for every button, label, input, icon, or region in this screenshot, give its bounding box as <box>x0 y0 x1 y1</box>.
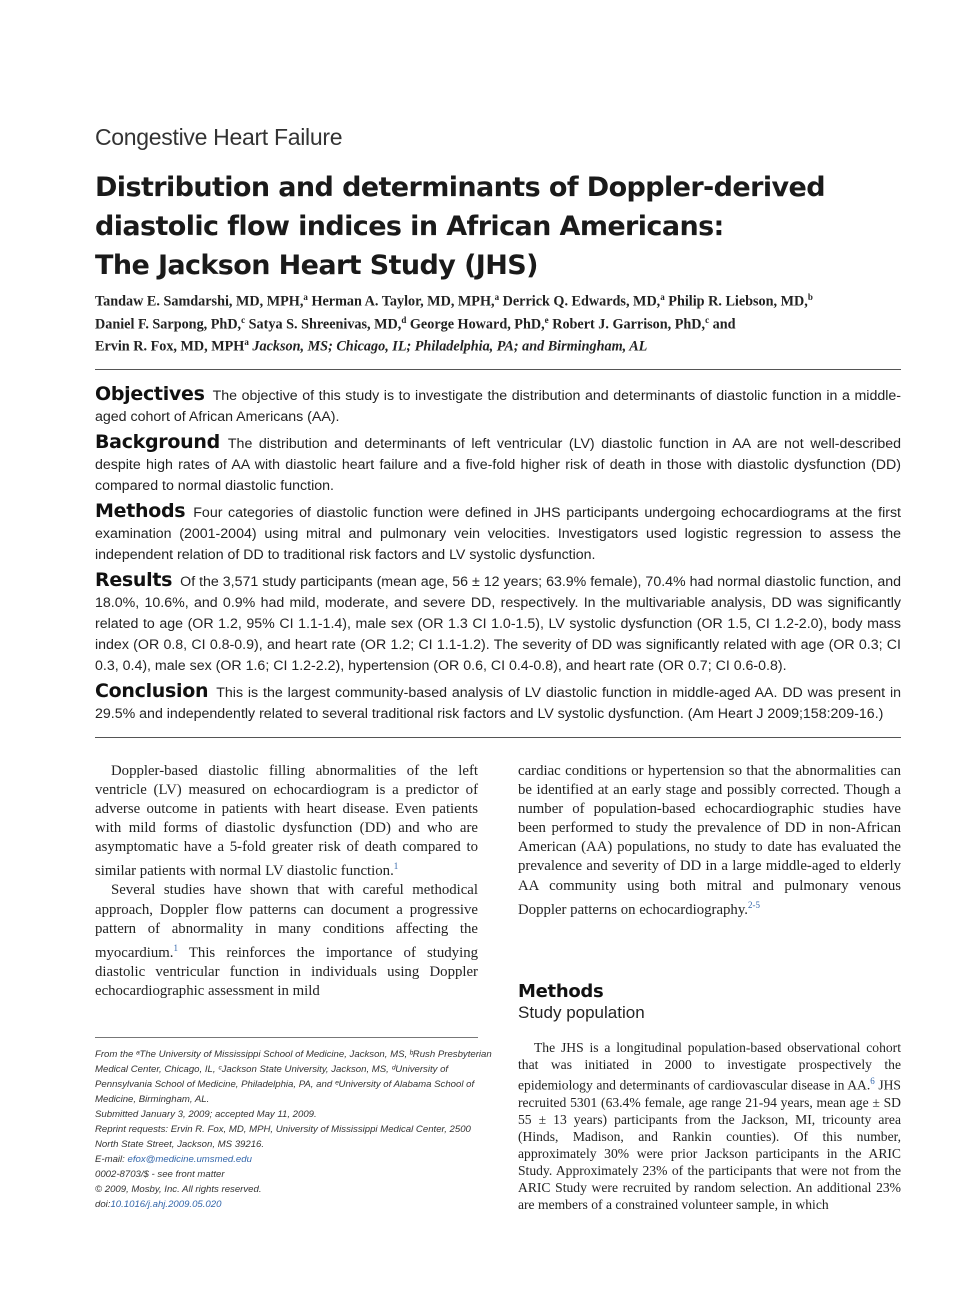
affiliation-mark: d <box>401 314 407 325</box>
title-line: diastolic flow indices in African Americans: <box>95 211 724 242</box>
abstract <box>95 384 901 729</box>
abstract-text: Of the 3,571 study participants (mean age, 56 ± 12 years; 63.9% female), 70.4% had normal diastolic function, and 18.0%, 10.6%, and 0.9% had mild, moderate, and severe DD, respectively. In the multivariable analysis, DD was significantly related to age (OR 1.2, 95% CI 1.1-1.4), male sex (OR 1.3 CI 1.0-1.5), LV systolic dysfunction (OR 1.5, CI 1.2-2.0), body mass index (OR 0.8, CI 0.8-0.9), and heart rate (OR 1.2; CI 1.1-1.2). The severity of DD was significantly related with age (OR 0.3; CI 0.3, 0.4), male sex (OR 1.6; CI 1.2-2.2), hypertension (OR 0.6, CI 0.4-0.8), and heart rate (OR 0.7; CI 0.6-0.8). <box>95 574 901 674</box>
footnote-line: Medical Center, Chicago, IL, ᶜJackson State University, Jackson, MS, ᵈUniversity of <box>95 1064 449 1075</box>
body-left-column <box>95 762 478 1001</box>
author-name: Herman A. Taylor, MD, MPH, <box>311 293 495 310</box>
author-name: George Howard, PhD, <box>409 316 545 333</box>
footnote-issn: 0002-8703/$ - see front matter <box>95 1169 225 1180</box>
doi-label: doi: <box>95 1199 111 1210</box>
footnote-line: Reprint requests: Ervin R. Fox, MD, MPH, University of Mississippi Medical Center, 2500 <box>95 1124 471 1135</box>
abstract-text: The distribution and determinants of left ventricular (LV) diastolic function in AA are not well-described despite high rates of AA with diastolic heart failure and a five-fold higher risk of death in those with diastolic dysfunction (DD) compared to normal diastolic function. <box>95 436 901 494</box>
email-label: E-mail: <box>95 1154 128 1165</box>
citation-link[interactable]: 6 <box>870 1076 875 1087</box>
body-paragraph <box>95 881 478 1000</box>
footnote-line: Submitted January 3, 2009; accepted May 11, 2009. <box>95 1109 317 1120</box>
section-label: Congestive Heart Failure <box>95 124 343 150</box>
abstract-heading: Methods <box>95 500 186 522</box>
body-paragraph <box>95 762 478 881</box>
affiliation-mark: c <box>705 314 710 325</box>
paragraph-text: JHS recruited 5301 (63.4% female, age range 21-94 years, mean age ± SD 55 ± 13 years) participants from the Jackson, MI, tricounty area (Hinds, Madison, and Rankin counties). Of this number, approximately 30% were prior Jackson participants in the ARIC Study. Approximately 23% of the participants that were not from the ARIC Study were recruited by random selection. An additional 23% are members of a constrained volunteer sample, in which <box>518 1077 901 1213</box>
paragraph-text: Several studies have shown that with careful methodical approach, Doppler flow patterns can document a progressive pattern of abnormality in many conditions affecting the myocardium. <box>95 882 478 961</box>
affiliation-mark: c <box>241 314 246 325</box>
abstract-text: The objective of this study is to investigate the distribution and determinants of diastolic function in a middle-aged cohort of African Americans (AA). <box>95 388 901 425</box>
author-name: Philip R. Liebson, MD, <box>668 293 808 310</box>
footnote-email <box>95 1152 480 1167</box>
affiliation-mark: e <box>544 314 549 325</box>
body-right-column <box>518 762 901 920</box>
abstract-objectives <box>95 384 901 428</box>
abstract-methods <box>95 501 901 566</box>
abstract-results <box>95 570 901 677</box>
body-paragraph <box>518 762 901 920</box>
paragraph-text: Doppler-based diastolic filling abnormalities of the left ventricle (LV) measured on echocardiogram is a predictor of adverse outcome in patients with heart disease. Even patients with mild forms of diastolic dysfunction (DD) and who are asymptomatic have a 5-fold greater risk of death compared to similar patients with normal LV diastolic function. <box>95 763 478 880</box>
doi-link[interactable]: 10.1016/j.ahj.2009.05.020 <box>110 1199 222 1210</box>
methods-subheading: Study population <box>518 1003 645 1022</box>
title-line: The Jackson Heart Study (JHS) <box>95 250 538 281</box>
author-locations: Jackson, MS; Chicago, IL; Philadelphia, PA; and Birmingham, AL <box>252 339 648 356</box>
author-conjunction: and <box>712 316 736 333</box>
paragraph-text: This reinforces the importance of studying diastolic ventricular function in individuals using Doppler echocardiographic assessment in mild <box>95 944 478 999</box>
abstract-heading: Background <box>95 431 220 453</box>
author-name: Ervin R. Fox, MD, MPH <box>95 339 245 356</box>
methods-heading: Methods <box>518 981 604 1002</box>
body-paragraph <box>518 1039 901 1213</box>
footnote-doi <box>95 1197 480 1212</box>
abstract-background <box>95 432 901 497</box>
email-link[interactable]: efox@medicine.umsmed.edu <box>127 1154 252 1165</box>
body-right-column-methods <box>518 1039 901 1213</box>
affiliation-mark: a <box>660 292 665 302</box>
abstract-conclusion <box>95 681 901 725</box>
author-name: Derrick Q. Edwards, MD, <box>502 293 661 310</box>
author-name: Robert J. Garrison, PhD, <box>552 316 706 333</box>
affiliation-mark: a <box>303 292 308 302</box>
affiliation-mark: a <box>494 292 500 302</box>
abstract-text: Four categories of diastolic function were defined in JHS participants undergoing echocardiograms at the first examination (2001-2004) using mitral and pulmonary vein velocities. Investigators used logistic regression to assess the independent relation of DD to traditional risk factors and LV systolic dysfunction. <box>95 505 901 563</box>
author-list <box>95 288 915 356</box>
footnote-line: Pennsylvania School of Medicine, Philadelphia, PA, and ᵉUniversity of Alabama School of <box>95 1079 475 1090</box>
author-name: Daniel F. Sarpong, PhD, <box>95 316 242 333</box>
author-line-2 <box>95 311 915 334</box>
citation-link[interactable]: 1 <box>393 861 399 872</box>
divider <box>95 369 901 370</box>
author-line-1 <box>95 288 915 311</box>
title-line: Distribution and determinants of Doppler-derived <box>95 172 825 203</box>
footnote-line: From the ᵃThe University of Mississippi School of Medicine, Jackson, MS, ᵇRush Presbyterian <box>95 1049 492 1060</box>
affiliation-mark: b <box>807 292 813 302</box>
paragraph-text: cardiac conditions or hypertension so that the abnormalities can be identified at an early stage and possibly corrected. Though a number of population-based echocardiographic studies have been performed to study the prevalence of DD in non-African American (AA) populations, no study to date has evaluated the prevalence and severity of DD in a large middle-aged to elderly AA community using both mitral and pulmonary venous Doppler patterns on echocardiography. <box>518 763 901 918</box>
abstract-heading: Results <box>95 569 173 591</box>
footnote-copyright: © 2009, Mosby, Inc. All rights reserved. <box>95 1184 262 1195</box>
citation-link[interactable]: 1 <box>173 942 178 953</box>
abstract-heading: Conclusion <box>95 680 209 702</box>
paragraph-text: The JHS is a longitudinal population-based observational cohort that was initiated in 2000 to investigate prospectively the epidemiology and determinants of cardiovascular disease in AA. <box>518 1040 901 1093</box>
article-title <box>95 168 895 285</box>
affiliation-mark: a <box>244 337 249 348</box>
author-name: Satya S. Shreenivas, MD, <box>248 316 402 333</box>
divider <box>95 737 901 738</box>
footnotes <box>95 1047 492 1212</box>
abstract-text: This is the largest community-based analysis of LV diastolic function in middle-aged AA. DD was present in 29.5% and independently related to several traditional risk factors and LV systolic dysfunction. (Am Heart J 2009;158:209-16.) <box>95 685 901 722</box>
footnote-line: North State Street, Jackson, MS 39216. <box>95 1139 265 1150</box>
abstract-heading: Objectives <box>95 383 205 405</box>
citation-link[interactable]: 2-5 <box>747 899 760 910</box>
footnote-divider <box>95 1037 478 1038</box>
footnote-line: Medicine, Birmingham, AL. <box>95 1094 210 1105</box>
author-name: Tandaw E. Samdarshi, MD, MPH, <box>95 293 304 310</box>
author-line-3 <box>95 333 915 356</box>
